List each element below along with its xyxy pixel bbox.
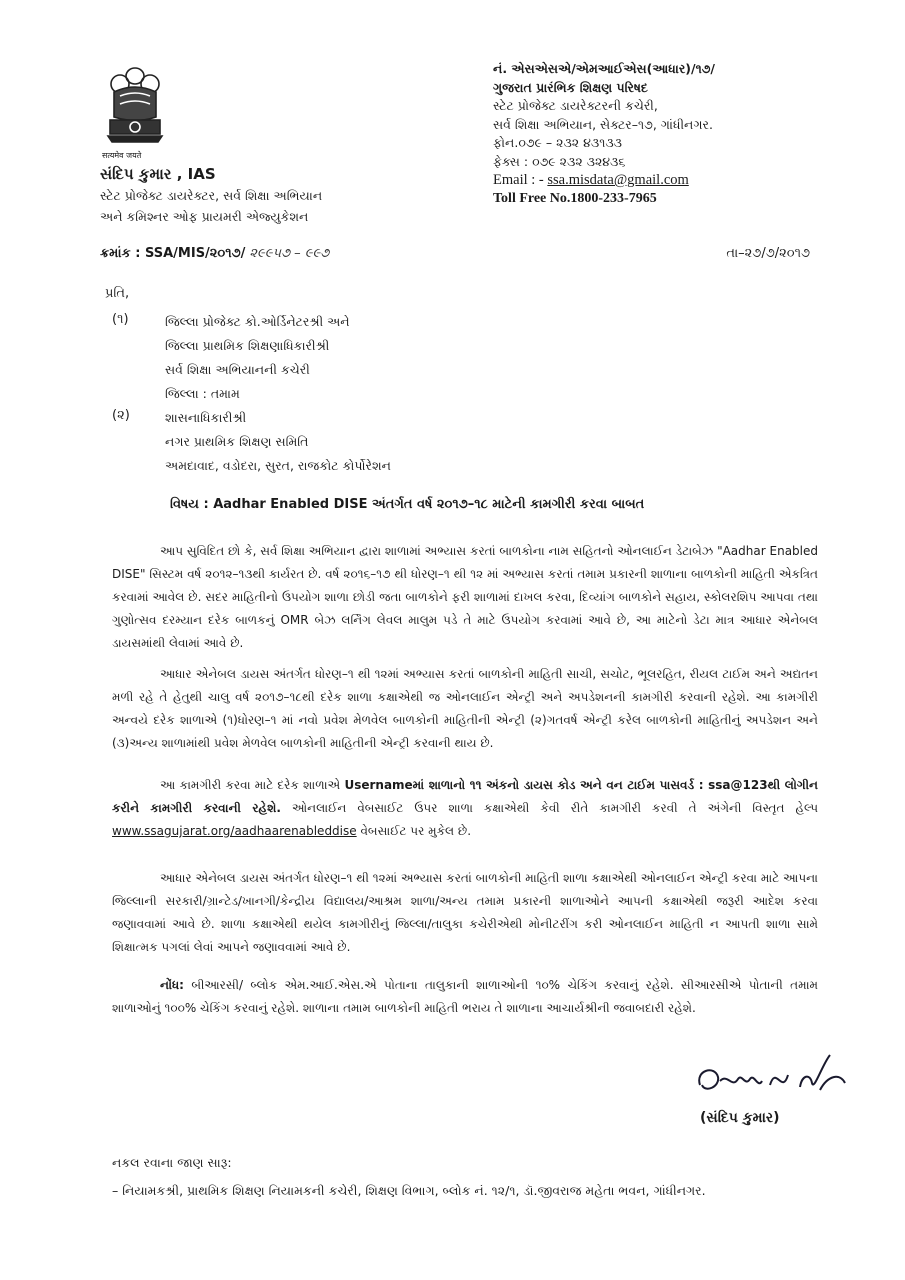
national-emblem-icon: [100, 62, 170, 160]
office-phone: ફોન.૦૭૯ – ૨૩૨ ૪૩૧૩૩: [493, 135, 622, 150]
body-paragraph-2: આધાર એનેબલ ડાયસ અંતર્ગત ધોરણ–૧ થી ૧૨માં અભ્યાસ કરતાં બાળકોની માહિતી સાચી, સચોટ, ભૂલરહિત, રીયલ ટાઈમ અને અદ્યતન મળી રહે તે હેતુથી ચાલુ વર્ષ ૨૦૧૭–૧૮થી દરેક શાળા કક્ષાએથી જ ઓનલાઈન એન્ટ્રી અને અપડેશનની કામગીરી કરવાની રહેશે. આ કામગીરી અન્વયે દરેક શાળાએ (૧)ધોરણ–૧ માં નવો પ્રવેશ મેળવેલ બાળકોની માહિતીની એન્ટ્રી (૨)ગતવર્ષ એન્ટ્રી કરેલ બાળકોની માહિતીનું અપડેશન અને (૩)અન્ય શાળામાંથી પ્રવેશ મેળવેલ બાળકોની માહિતીની એન્ટ્રી કરવાની થાય છે.: [112, 667, 818, 750]
reference-number: [100, 246, 329, 261]
office-ref-no: નં. એસએસએ/એમઆઈએસ(આધાર)/૧૭/: [493, 61, 715, 76]
handwritten-number: ૨૯૯૫૭ – ૯૯૭: [249, 246, 330, 261]
signature-icon: [690, 1045, 860, 1120]
body-paragraph-4: આધાર એનેબલ ડાયસ અંતર્ગત ધોરણ–૧ થી ૧૨માં અભ્યાસ કરતાં બાળકોની માહિતી શાળા કક્ષાએથી ઓનલાઈન એન્ટ્રી કરવા માટે આપના જિલ્લાની સરકારી/ગ્રાન્ટેડ/ખાનગી/કેન્દ્રીય વિદ્યાલય/આશ્રમ શાળા/અન્ય તમામ પ્રકારની શાળાઓને આપની કક્ષાએથી જરૂરી આદેશ કરવા જણાવવામાં આવે છે. શાળા કક્ષાએથી થયેલ કામગીરીનું જિલ્લા/તાલુકા કચેરીએથી મોનીટરીંગ કરી ઓનલાઈન માહિતી ન આપતી શાળા સામે શિક્ષાત્મક પગલાં લેવાં આપને જણાવવામાં આવે છે.: [112, 871, 818, 954]
recipient-1-line: જિલ્લા પ્રોજેક્ટ કો.ઓર્ડિનેટરશ્રી અને: [165, 314, 350, 329]
recipient-1-line: જિલ્લા પ્રાથમિક શિક્ષણાધિકારીશ્રી: [165, 338, 330, 353]
office-email-row: [493, 171, 715, 190]
signatory-name: (સંદિપ કુમાર): [700, 1110, 780, 1126]
letter-date: તા–૨૭/૭/૨૦૧૭: [726, 246, 810, 261]
recipient-1-block: [165, 310, 350, 406]
sender-designation-2: અને કમિશ્નર ઓફ પ્રાયમરી એજ્યુકેશન: [100, 209, 309, 224]
copy-heading: નકલ રવાના જાણ સારૂ:: [112, 1155, 232, 1170]
help-website-link[interactable]: www.ssagujarat.org/aadhaarenableddise: [112, 824, 357, 838]
office-address-2: સર્વ શિક્ષા અભિયાન, સેક્ટર–૧૭, ગાંધીનગર.: [493, 116, 713, 132]
copy-recipient: – નિયામકશ્રી, પ્રાથમિક શિક્ષણ નિયામકની કચેરી, શિક્ષણ વિભાગ, બ્લોક નં. ૧૨/૧, ડૉ.જીવરાજ મહેતા ભવન, ગાંધીનગર.: [112, 1183, 706, 1198]
p3-text-a: આ કામગીરી કરવા માટે દરેક શાળાએ: [160, 778, 345, 792]
sender-name: સંદિપ કુમાર , IAS: [100, 165, 216, 183]
kramank-label: ક્રમાંક : SSA/MIS/૨૦૧૭/: [100, 246, 246, 261]
recipient-2-number: (૨): [112, 408, 130, 423]
recipient-2-line: અમદાવાદ, વડોદરા, સુરત, રાજકોટ કોર્પોરેશન: [165, 458, 391, 473]
emblem-caption: सत्यमेव जयते: [102, 151, 142, 160]
email-label: Email : -: [493, 172, 544, 188]
subject-line: વિષય : Aadhar Enabled DISE અંતર્ગત વર્ષ ૨૦૧૭–૧૮ માટેની કામગીરી કરવા બાબત: [170, 497, 645, 512]
body-paragraph-1: આપ સુવિદિત છો કે, સર્વ શિક્ષા અભિયાન દ્વારા શાળામાં અભ્યાસ કરતાં બાળકોના નામ સહિતનો ઓનલાઈન ડેટાબેઝ "Aadhar Enabled DISE" સિસ્ટમ વર્ષ ૨૦૧૨–૧૩થી કાર્યરત છે. વર્ષ ૨૦૧૬–૧૭ થી ધોરણ–૧ થી ૧૨ માં અભ્યાસ કરતાં તમામ પ્રકારની શાળાના બાળકોની માહિતી એકત્રિત કરવામાં આવેલ છે. સદર માહિતીનો ઉપયોગ શાળા છોડી જતા બાળકોને ફરી શાળામાં દાખલ કરવા, દિવ્યાંગ બાળકોને સહાય, સ્કોલરશિપ આપવા તથા ગુણોત્સવ દરમ્યાન દરેક બાળકનું OMR બેઝ લર્નિંગ લેવલ માલુમ પડે તે માટે ઉપયોગ કરવામાં આવે છે, આ માટેનો ડેટા માત્ર આધાર એનેબલ ડાયસમાંથી લેવામાં આવે છે.: [112, 544, 818, 650]
office-address-1: સ્ટેટ પ્રોજેક્ટ ડાયરેક્ટરની કચેરી,: [493, 98, 658, 113]
note-text: બીઆરસી/ બ્લોક એમ.આઈ.એસ.એ પોતાના તાલુકાની શાળાઓની ૧૦% ચેકિંગ કરવાનું રહેશે. સીઆરસીએ પોતાની તમામ શાળાઓનું ૧૦૦% ચેકિંગ કરવાનું રહેશે. શાળાના તમામ બાળકોની માહિતી ભરાય તે શાળાના આચાર્યશ્રીની જવાબદારી રહેશે.: [112, 978, 818, 1015]
p3-text-d: વેબસાઈટ પર મુકેલ છે.: [356, 824, 472, 838]
p3-text-c: ઓનલાઈન વેબસાઈટ ઉપર શાળા કક્ષાએથી કેવી રીતે કામગીરી કરવી તે અંગેની વિસ્તૃત હેલ્પ: [280, 801, 819, 815]
office-fax: ફેક્સ : ૦૭૯ ૨૩૨ ૩૨૪૩૬: [493, 153, 626, 169]
note-paragraph: [112, 974, 818, 1020]
p3-login-instructions: Usernameમાં શાળાનો ૧૧ અંકનો ડાયસ કોડ અને વન ટાઈમ પાસવર્ડ : ssa@123થી લોગીન કરીને કામગીરી કરવાની રહેશે.: [112, 778, 818, 815]
email-link[interactable]: ssa.misdata@gmail.com: [547, 172, 689, 188]
recipient-2-line: નગર પ્રાથમિક શિક્ષણ સમિતિ: [165, 434, 309, 449]
body-paragraph-3: [112, 774, 818, 843]
recipient-1-line: જિલ્લા : તમામ: [165, 386, 240, 401]
note-label: નોંધ:: [160, 978, 184, 992]
sender-designation-1: સ્ટેટ પ્રોજેક્ટ ડાયરેક્ટર, સર્વ શિક્ષા અભિયાન: [100, 188, 323, 203]
office-org-name: ગુજરાત પ્રારંભિક શિક્ષણ પરિષદ: [493, 79, 648, 95]
office-block: [493, 60, 715, 208]
prati-label: પ્રતિ,: [105, 286, 130, 301]
recipient-2-line: શાસનાધિકારીશ્રી: [165, 410, 247, 425]
recipient-1-line: સર્વ શિક્ષા અભિયાનની કચેરી: [165, 362, 310, 377]
recipient-2-block: [165, 406, 391, 478]
recipient-1-number: (૧): [112, 312, 129, 327]
office-tollfree: Toll Free No.1800-233-7965: [493, 190, 657, 206]
sender-block: [100, 164, 322, 227]
